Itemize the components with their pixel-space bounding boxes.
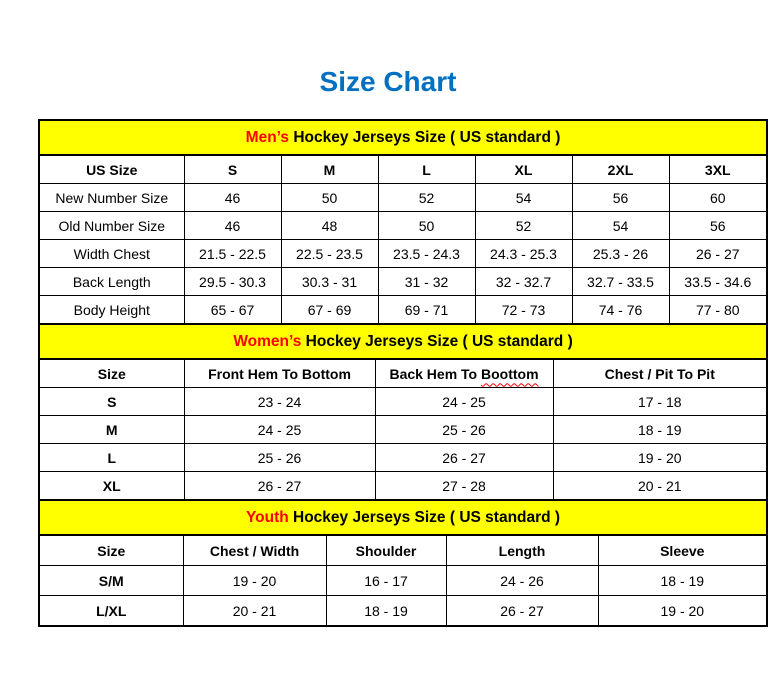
page-title: Size Chart [319,66,457,97]
size-value-cell: 19 - 20 [598,596,767,627]
size-value-cell: 74 - 76 [572,296,669,325]
youth-banner-text: Hockey Jerseys Size ( US standard ) [288,508,561,526]
size-value-cell: 20 - 21 [553,472,767,501]
row-label: L/XL [39,596,183,627]
size-value-cell: 24 - 25 [184,416,375,444]
table-row [39,566,767,596]
column-header: Shoulder [326,535,446,566]
womens-banner-cell [39,324,767,359]
table-row [39,212,767,240]
mens-size-table [38,119,768,325]
row-label: M [39,416,184,444]
size-value-cell: 24.3 - 25.3 [475,240,572,268]
column-header: XL [475,155,572,184]
size-value-cell: 56 [669,212,767,240]
column-header: 2XL [572,155,669,184]
size-value-cell: 25 - 26 [375,416,553,444]
size-value-cell: 54 [475,184,572,212]
size-value-cell: 23 - 24 [184,388,375,416]
size-value-cell: 19 - 20 [553,444,767,472]
size-value-cell: 46 [184,212,281,240]
size-value-cell: 31 - 32 [378,268,475,296]
column-header: Chest / Width [183,535,326,566]
column-header: Front Hem To Bottom [184,359,375,388]
size-value-cell: 18 - 19 [598,566,767,596]
table-row [39,596,767,627]
mens-banner-text: Hockey Jerseys Size ( US standard ) [289,128,561,146]
column-header: Size [39,359,184,388]
size-value-cell: 52 [475,212,572,240]
size-value-cell: 77 - 80 [669,296,767,325]
size-value-cell: 21.5 - 22.5 [184,240,281,268]
mens-banner-cell [39,120,767,155]
size-value-cell: 54 [572,212,669,240]
size-value-cell: 72 - 73 [475,296,572,325]
size-value-cell: 50 [378,212,475,240]
column-header: 3XL [669,155,767,184]
back-hem-prefix: Back Hem To [389,365,481,382]
size-value-cell: 17 - 18 [553,388,767,416]
size-value-cell: 32 - 32.7 [475,268,572,296]
size-value-cell: 25 - 26 [184,444,375,472]
size-value-cell: 65 - 67 [184,296,281,325]
row-label: L [39,444,184,472]
size-value-cell: 56 [572,184,669,212]
column-header: L [378,155,475,184]
size-value-cell: 18 - 19 [553,416,767,444]
back-hem-misspelled-word: Boottom [481,365,539,382]
size-value-cell: 26 - 27 [184,472,375,501]
mens-section-banner [39,120,767,155]
table-row [39,296,767,325]
size-value-cell: 19 - 20 [183,566,326,596]
row-label: Body Height [39,296,184,325]
table-row [39,416,767,444]
size-chart-tables [38,119,766,627]
size-value-cell: 52 [378,184,475,212]
row-label: XL [39,472,184,501]
youth-header-row [39,535,767,566]
size-value-cell: 69 - 71 [378,296,475,325]
table-row [39,184,767,212]
row-label: Width Chest [39,240,184,268]
table-row [39,472,767,501]
youth-banner-highlight: Youth [245,508,289,526]
row-label: Back Length [39,268,184,296]
size-value-cell: 22.5 - 23.5 [281,240,378,268]
youth-size-table [38,499,768,627]
youth-banner-cell [39,500,767,535]
size-value-cell: 29.5 - 30.3 [184,268,281,296]
youth-section-banner [39,500,767,535]
column-header-misspelled [375,359,553,388]
womens-header-row [39,359,767,388]
column-header: Chest / Pit To Pit [553,359,767,388]
womens-banner-text: Hockey Jerseys Size ( US standard ) [301,332,573,350]
column-header: Length [446,535,598,566]
column-header: US Size [39,155,184,184]
womens-size-table [38,323,768,501]
size-value-cell: 26 - 27 [375,444,553,472]
table-row [39,388,767,416]
column-header: Sleeve [598,535,767,566]
size-value-cell: 46 [184,184,281,212]
row-label: S/M [39,566,183,596]
size-value-cell: 16 - 17 [326,566,446,596]
size-value-cell: 60 [669,184,767,212]
size-value-cell: 18 - 19 [326,596,446,627]
size-value-cell: 33.5 - 34.6 [669,268,767,296]
size-value-cell: 27 - 28 [375,472,553,501]
column-header: S [184,155,281,184]
size-value-cell: 48 [281,212,378,240]
table-row [39,268,767,296]
column-header: Size [39,535,183,566]
size-value-cell: 24 - 26 [446,566,598,596]
row-label: Old Number Size [39,212,184,240]
size-value-cell: 20 - 21 [183,596,326,627]
womens-banner-highlight: Women’s [233,332,302,350]
size-value-cell: 32.7 - 33.5 [572,268,669,296]
womens-section-banner [39,324,767,359]
size-value-cell: 30.3 - 31 [281,268,378,296]
table-row [39,240,767,268]
row-label: S [39,388,184,416]
size-value-cell: 24 - 25 [375,388,553,416]
size-value-cell: 26 - 27 [446,596,598,627]
size-value-cell: 26 - 27 [669,240,767,268]
size-value-cell: 67 - 69 [281,296,378,325]
table-row [39,444,767,472]
size-value-cell: 25.3 - 26 [572,240,669,268]
size-value-cell: 23.5 - 24.3 [378,240,475,268]
mens-banner-highlight: Men’s [245,128,290,146]
row-label: New Number Size [39,184,184,212]
size-value-cell: 50 [281,184,378,212]
mens-header-row [39,155,767,184]
column-header: M [281,155,378,184]
